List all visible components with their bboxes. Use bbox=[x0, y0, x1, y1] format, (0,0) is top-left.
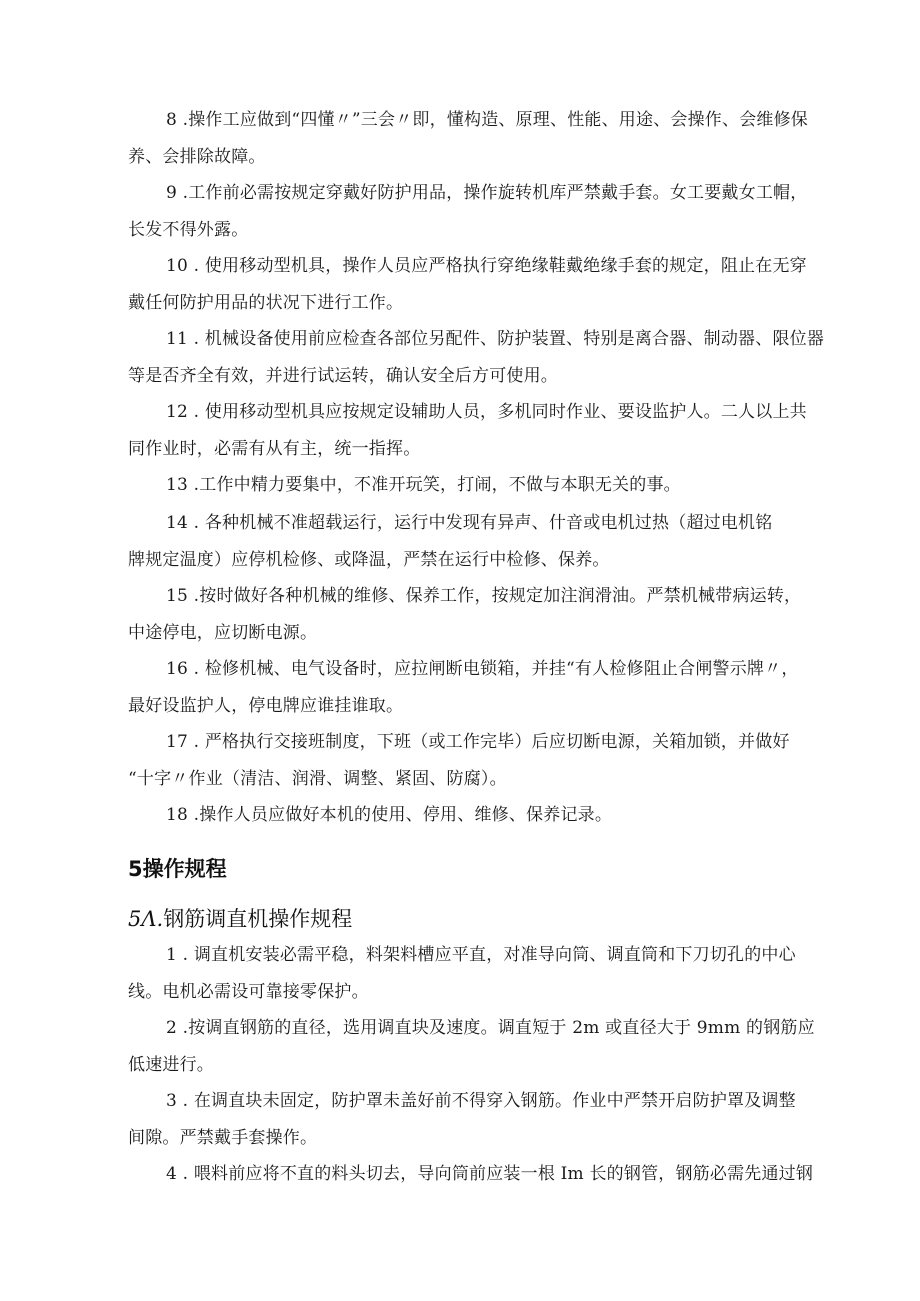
list-item bbox=[128, 937, 812, 1011]
item-15-line-2: 中途停电，应切断电源。 bbox=[128, 623, 318, 643]
item-18-line-1: 18 .操作人员应做好本机的使用、停用、维修、保养记录。 bbox=[166, 805, 613, 825]
list-item bbox=[128, 578, 812, 652]
item-9-line-2: 长发不得外露。 bbox=[128, 220, 249, 240]
subsection-title bbox=[128, 903, 352, 933]
list-item bbox=[128, 321, 825, 395]
item-11-line-1: 11 . 机械设备使用前应检查各部位另配件、防护装置、特别是离合器、制动器、限位器 bbox=[166, 329, 825, 349]
section-title: 5操作规程 bbox=[128, 857, 227, 881]
list-item bbox=[128, 651, 812, 725]
list-item bbox=[128, 1010, 815, 1084]
item-10-line-2: 戴任何防护用品的状况下进行工作。 bbox=[128, 293, 404, 313]
step-3-line-1: 3 . 在调直块未固定，防护罩未盖好前不得穿入钢筋。作业中严禁开启防护罩及调整 bbox=[166, 1091, 796, 1111]
list-item bbox=[128, 1156, 812, 1193]
item-14-line-2: 牌规定温度）应停机检修、或降温，严禁在运行中检修、保养。 bbox=[128, 550, 610, 570]
step-2-line-1: 2 .按调直钢筋的直径，选用调直块及速度。调直短于 2m 或直径大于 9mm 的钢筋应 bbox=[166, 1018, 815, 1038]
step-1-line-1: 1 . 调直机安装必需平稳，料架料槽应平直，对准导向筒、调直筒和下刀切孔的中心 bbox=[166, 945, 796, 965]
list-item bbox=[128, 102, 812, 176]
item-12-line-1: 12 . 使用移动型机具应按规定设辅助人员，多机同时作业、要设监护人。二人以上共 bbox=[166, 402, 807, 422]
item-8-line-2: 养、会排除故障。 bbox=[128, 147, 266, 167]
subsection-number: 5Λ. bbox=[128, 907, 164, 931]
item-10-line-1: 10 . 使用移动型机具，操作人员应严格执行穿绝缘鞋戴绝缘手套的规定，阻止在无穿 bbox=[166, 256, 807, 276]
subsection-label: 钢筋调直机操作规程 bbox=[163, 907, 353, 931]
item-17-line-1: 17 . 严格执行交接班制度，下班（或工作完毕）后应切断电源，关箱加锁，并做好 bbox=[166, 732, 790, 752]
step-1-line-2: 线。电机必需设可靠接零保护。 bbox=[128, 982, 369, 1002]
list-item bbox=[128, 797, 812, 834]
step-3-line-2: 间隙。严禁戴手套操作。 bbox=[128, 1128, 318, 1148]
step-2-line-2: 低速进行。 bbox=[128, 1055, 214, 1075]
list-item bbox=[128, 248, 812, 322]
list-item bbox=[128, 1083, 812, 1157]
item-15-line-1: 15 .按时做好各种机械的维修、保养工作，按规定加注润滑油。严禁机械带病运转， bbox=[166, 586, 802, 606]
item-8-line-1: 8 .操作工应做到“四懂〃”三会〃即，懂构造、原理、性能、用途、会操作、会维修保 bbox=[166, 110, 809, 130]
list-item bbox=[128, 175, 812, 249]
item-12-line-2: 同作业时，必需有从有主，统一指挥。 bbox=[128, 439, 421, 459]
item-11-line-2: 等是否齐全有效，并进行试运转，确认安全后方可使用。 bbox=[128, 366, 558, 386]
item-13-line-1: 13 .工作中精力要集中，不准开玩笑，打闹，不做与本职无关的事。 bbox=[166, 475, 681, 495]
list-item bbox=[128, 467, 812, 504]
item-17-line-2: “十字〃作业（清洁、润滑、调整、紧固、防腐）。 bbox=[128, 769, 507, 789]
list-item bbox=[128, 394, 812, 468]
item-16-line-2: 最好设监护人，停电牌应谁挂谁取。 bbox=[128, 696, 404, 716]
step-4-line-1: 4 . 喂料前应将不直的料头切去，导向筒前应装一根 Im 长的钢管，钢筋必需先通过钢 bbox=[166, 1164, 814, 1184]
list-item bbox=[128, 505, 812, 579]
item-16-line-1: 16 . 检修机械、电气设备时，应拉闸断电锁箱，并挂“有人检修阻止合闸警示牌〃， bbox=[166, 659, 799, 679]
item-14-line-1: 14 . 各种机械不准超载运行，运行中发现有异声、什音或电机过热（超过电机铭 bbox=[166, 513, 773, 533]
list-item bbox=[128, 724, 812, 798]
item-9-line-1: 9 .工作前必需按规定穿戴好防护用品，操作旋转机库严禁戴手套。女工要戴女工帽， bbox=[166, 183, 808, 203]
